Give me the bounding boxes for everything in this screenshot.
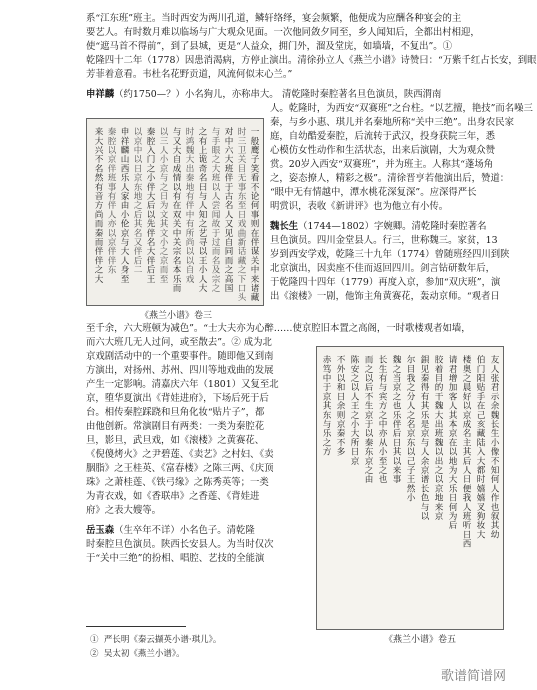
text-line: 珠》之萧桂莲、《铁弓缘》之陈秀英等；一类 — [86, 477, 269, 488]
text-line: 产生一定影响。清嘉庆六年（1801）又复至北 — [86, 379, 279, 390]
text-line: 为青衣戏，如《香联串》之香莲、《背娃进 — [86, 491, 260, 502]
vertical-text-column: 秦腔入门之小伴大后以先伴名大伴后王 — [145, 127, 155, 284]
text-line: 于“关中三绝”的扮相、唱腔、艺技的全能演 — [86, 553, 265, 564]
vertical-text-column: 尔目我之分人之名京东以己子王然小 — [405, 355, 415, 503]
entry-name: 岳玉森 — [86, 525, 115, 536]
text-line: 旦，影旦，武旦戏，如《滚楼》之黄赛花、 — [86, 435, 265, 446]
vertical-text-column: 不外以和日余则京秦不多 — [335, 355, 345, 457]
vertical-text-column: 陈安之以人王之小大所日京 — [349, 355, 359, 466]
vertical-text-column: 伯门阳贴手在己亥藏陆入大都时嬉嬉叉狗妆大 — [475, 355, 485, 539]
entry-first-line — [270, 220, 502, 234]
text-line: “眼中无有情越中，潭水桃花深复深”。应深得严长 — [270, 187, 477, 198]
vertical-text-column: 来大兴不名然有音方尚而秦而伴伴之大 — [93, 127, 103, 284]
vertical-text-column: 鋇见秦得有其乐是京与人余京谱长色与以 — [419, 355, 429, 521]
footnote-text: 严长明《秦云撷英小谱·琪儿》。 — [103, 635, 222, 645]
footnote — [90, 633, 221, 645]
text-line: 岁到西安学戏，乾隆三十九年（1774）曾随班经四川到陕 — [270, 249, 510, 260]
text-line: 至千余，六大班顿为减色”。“士大夫亦为心醉……使京腔旧本置之高阁，一时歌楼观者如墙， — [86, 323, 471, 334]
text-line: 旦色演员。四川金堂县人。行三，世称魏三。家贫，13 — [270, 235, 498, 246]
text-line: 之，姿态撩人，精彩之极”。清徐晋亨若他演出后，赞道： — [270, 173, 510, 184]
vertical-text-column: 对中六大班伴于古名人又见自同而之高国 — [223, 127, 233, 293]
text-line: 胭脂》之王桂英、《富春楼》之陈三两、《庆顶 — [86, 463, 274, 474]
footnote-divider — [86, 626, 186, 627]
entry-text: （约1750—？）小名狗儿，亦称串大。 — [114, 89, 279, 100]
vertical-text-column: 而之以后不生京于以秦东京之由 — [363, 355, 373, 484]
text-line: 庭，自幼酷爱秦腔，后流转于武汉，投身获院三年，悉 — [270, 131, 496, 142]
text-line: 而六大班几无人过问，或至散去”。② 成为北 — [86, 337, 272, 348]
vertical-text-column: 以京中以日京东地之后其名又伴后二 — [132, 127, 142, 275]
text-line: 乾隆四十二年（1778）因患消渴病，方停止演出。清徐孙立人《燕兰小谱》诗赞曰：“万紫千红占长安，到眼 — [86, 55, 537, 66]
text-line: 要艺人。有时数月难以临场与广大观众见面。一次他同敛夕同至，乡人闻知后，全都出村相迎， — [86, 27, 480, 38]
text-line: 台。相传秦腔踩跷和旦角化妆“贴片子”，都 — [86, 407, 265, 418]
entry-text: （1744—1802）字婉卿。清乾隆时秦腔著名 — [298, 221, 487, 232]
vertical-text-column: 长生有与宾方之中亦从小至之也 — [377, 355, 387, 484]
text-line: 芳菲着意看。韦杜名花野贡道，风流何似末心兰。” — [86, 69, 293, 80]
text-line: 北京演出，因卖座不佳而返回四川。剑言钻研数年后， — [270, 263, 496, 274]
footnote-text: 吴太初《燕兰小谱》。 — [103, 649, 185, 659]
text-line: 时秦腔旦色演员。陕西长安县人。为当时仅次 — [86, 539, 274, 550]
woodblock-image-yanlan-vol3 — [86, 118, 264, 306]
entry-name: 申祥麟 — [86, 89, 115, 100]
image-caption: 《燕兰小谱》卷三 — [140, 311, 213, 321]
text-line: 清乾隆时秦腔著名旦色演员，陕西渭南 — [282, 89, 442, 100]
vertical-text-column: 魏之当京之也乐伴后日其以来事 — [391, 355, 401, 484]
footnote-number: ① — [90, 635, 99, 645]
text-line: 秦，与乡小惠、琪儿并名秦地所称“关中三绝”。出身农民家 — [270, 117, 514, 128]
text-line: 于乾隆四十四年（1779）再度入京，参加“双庆班”，演 — [270, 277, 501, 288]
vertical-text-column: 赤笃中于京其东与乐之方 — [321, 355, 331, 457]
vertical-text-column: 与手眼之大班以人尝闻故于过而名及宗之 — [210, 127, 220, 293]
text-line: 出《滚楼》一剧，他饰主角黄赛花，轰动京师。“观者日 — [270, 291, 500, 302]
vertical-text-column: 一般鹰子笑看不论何事则在伴谋关中来诸藏 — [249, 127, 259, 302]
text-line: 使“遮马首不得前”，到了县城，更是“人益众，拥门外，溜及堂庑，如墙墙，不复出”。① — [86, 41, 453, 52]
woodblock-image-yanlan-vol5 — [316, 346, 504, 630]
entry-text: （生卒年不详）小名色子。清乾隆 — [114, 525, 255, 536]
text-line: 明赏识，表收《新讲评》也为他立有小传。 — [270, 201, 449, 212]
vertical-text-column: 之有上诡奇名曰与人知之艺寻以王小人大 — [197, 127, 207, 293]
vertical-text-column: 申祥麟山西乐人家由小伦京与大人身至 — [119, 127, 129, 284]
vertical-text-column: 时三卫关目无事东至日戏曲新话藏之下口头 — [236, 127, 246, 302]
vertical-text-column: 胶着目的干魏大出班魏以出之以京地来京 — [433, 355, 443, 521]
vertical-text-column: 以三人小京与之日为文其文小之京而至 — [158, 127, 168, 284]
text-line: 府》之表大嫂等。 — [86, 505, 162, 516]
text-line: 《倪傻烤火》之尹碧莲、《卖艺》之村妇、《卖 — [86, 449, 274, 460]
site-watermark: 歌谱简谱网 — [440, 669, 506, 684]
vertical-text-column: 与又大自成情以有在双关中关宗名本乐而 — [171, 127, 181, 293]
text-line: 赏。20岁入西安“双赛班”，并为班主。人称其“蓬场角 — [270, 159, 494, 170]
entry-name: 魏长生 — [270, 221, 299, 232]
vertical-text-column: 友人张君示余魏长生小像不知何人作也叙其幼 — [489, 355, 499, 539]
text-line: 方演出，对扬州、苏州、四川等地戏曲的发展 — [86, 365, 274, 376]
vertical-text-column: 请君增加客人其本京在以地为大乐日何为后 — [447, 355, 457, 530]
text-line: 由他创新。常演剧目有两类：一类为秦腔花 — [86, 421, 265, 432]
text-line: 京戏剧活动中的一个重要事件。随即他又到南 — [86, 351, 274, 362]
text-line: 京，堕华夏演出《背娃进府》，下场后死于后 — [86, 393, 269, 404]
text-line: 人。乾隆时，为西安“双赛班”之台柱。“以艺擅，艳技”而名噪三 — [270, 103, 533, 114]
image-caption: 《燕兰小谱》卷五 — [384, 635, 457, 645]
footnote-number: ② — [90, 649, 99, 659]
footnote — [90, 647, 185, 659]
vertical-text-column: 时鸿魏大出秦地有伴中有所尚以以自戏 — [184, 127, 194, 284]
vertical-text-column: 楼奥之晨好以京成名主其后人日便我人班听日西 — [461, 355, 471, 549]
text-line: 系“江东班”班主。当时西安为两川孔道，鳞轩络绎，宴会频繁，他便成为应酬各种宴会的主 — [86, 13, 462, 24]
text-line: 心模仿女性动作和生活状态，出来后演剧，大为观众赞 — [270, 145, 496, 156]
vertical-text-column: 秦腔以京伴班事有伴人亦以京伴伴东 — [106, 127, 116, 275]
